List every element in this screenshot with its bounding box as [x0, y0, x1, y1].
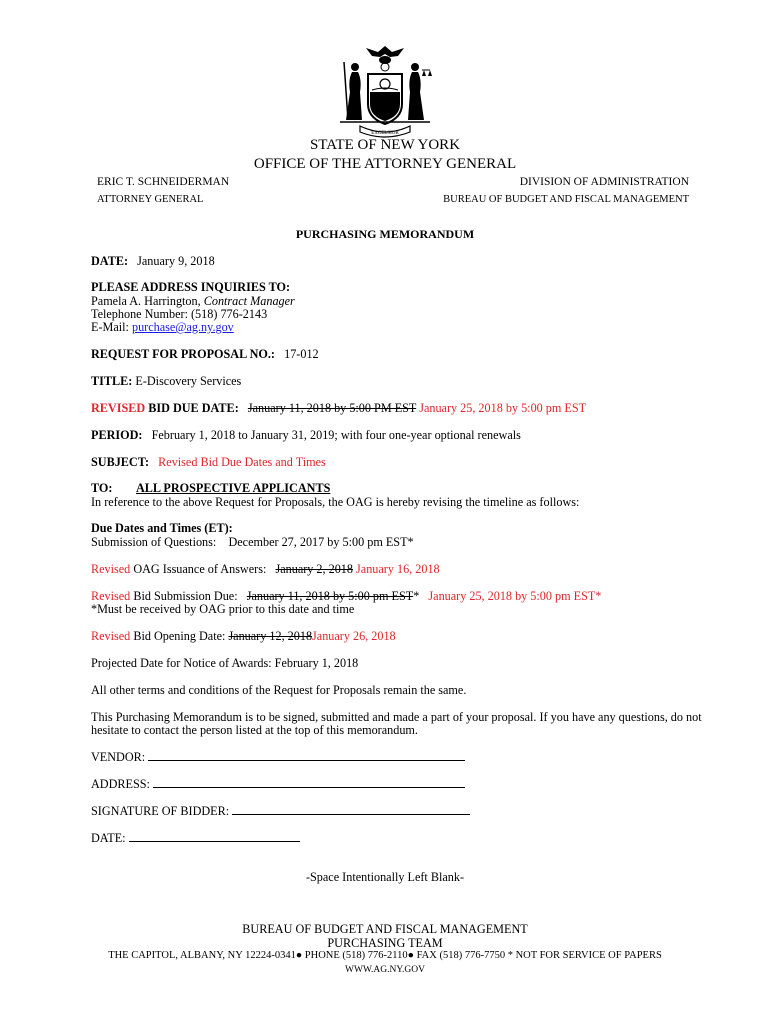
intro-text: In reference to the above Request for Proposals, the OAG is hereby revising the timeline as follows:	[91, 495, 580, 509]
bid-old-date: January 11, 2018 by 5:00 PM EST	[247, 401, 417, 415]
inquiries-label: PLEASE ADDRESS INQUIRIES TO:	[91, 280, 291, 294]
footer-bureau: BUREAU OF BUDGET AND FISCAL MANAGEMENT	[242, 922, 528, 936]
due-heading: Due Dates and Times (ET):	[91, 521, 233, 535]
to-label: TO:	[91, 481, 113, 495]
opening-label: Bid Opening Date:	[133, 629, 226, 643]
footer-website[interactable]: WWW.AG.NY.GOV	[345, 965, 425, 975]
date-label: DATE:	[91, 254, 129, 268]
other-terms: All other terms and conditions of the Request for Proposals remain the same.	[91, 683, 467, 697]
awards-date: Projected Date for Notice of Awards: February 1, 2018	[91, 656, 359, 670]
opening-old-date: January 12, 2018	[228, 629, 313, 643]
subject-label: SUBJECT:	[91, 455, 150, 469]
rfp-number	[91, 347, 319, 362]
title-label: TITLE:	[91, 374, 133, 388]
signature-field[interactable]	[91, 803, 470, 819]
memo-title: PURCHASING MEMORANDUM	[295, 227, 475, 241]
submission-note: *Must be received by OAG prior to this date and time	[91, 602, 355, 616]
submission-old-star: *	[413, 589, 420, 603]
answers-date	[91, 562, 440, 577]
state-seal	[330, 42, 440, 140]
bid-new-date: January 25, 2018 by 5:00 pm EST	[419, 401, 587, 415]
submission-new-date: January 25, 2018 by 5:00 pm EST*	[428, 589, 602, 603]
attorney-name: ERIC T. SCHNEIDERMAN	[97, 176, 230, 188]
contact-name: Pamela A. Harrington,	[91, 294, 201, 308]
date-value: January 9, 2018	[137, 254, 215, 268]
to-line	[91, 481, 330, 496]
memo-date	[91, 254, 215, 269]
opening-revised-tag: Revised	[91, 629, 131, 643]
footer-team: PURCHASING TEAM	[327, 936, 443, 950]
submission-label: Bid Submission Due:	[133, 589, 238, 603]
rfp-value: 17-012	[284, 347, 319, 361]
title-value: E-Discovery Services	[135, 374, 242, 388]
blank-note: -Space Intentionally Left Blank-	[305, 870, 465, 884]
address-field[interactable]	[91, 776, 465, 792]
contact-phone: Telephone Number: (518) 776-2143	[91, 307, 268, 321]
header-state: STATE OF NEW YORK	[309, 137, 461, 153]
opening-new-date: January 26, 2018	[312, 629, 396, 643]
subject-value: Revised Bid Due Dates and Times	[158, 455, 326, 469]
signature-label: SIGNATURE OF BIDDER:	[91, 804, 230, 818]
email-link[interactable]: purchase@ag.ny.gov	[131, 320, 234, 334]
questions-date: Submission of Questions: December 27, 2017 by 5:00 pm EST*	[91, 535, 414, 549]
sign-instruction-2: hesitate to contact the person listed at the top of this memorandum.	[91, 723, 418, 737]
period	[91, 428, 521, 443]
subject	[91, 455, 326, 470]
vendor-field[interactable]	[91, 749, 465, 765]
rfp-label: REQUEST FOR PROPOSAL NO.:	[91, 347, 275, 361]
contact-title: Contract Manager	[203, 294, 295, 308]
header-office: OFFICE OF THE ATTORNEY GENERAL	[253, 156, 517, 172]
period-value: February 1, 2018 to January 31, 2019; with four one-year optional renewals	[151, 428, 521, 442]
address-line[interactable]	[153, 776, 465, 788]
seal-motto: EXCELSIOR	[371, 131, 399, 136]
bid-revised-tag: REVISED	[91, 401, 146, 415]
division-name: DIVISION OF ADMINISTRATION	[519, 176, 689, 188]
contact-email	[91, 320, 234, 335]
signature-line[interactable]	[232, 803, 470, 815]
email-label: E-Mail:	[91, 320, 129, 334]
bureau-name: BUREAU OF BUDGET AND FISCAL MANAGEMENT	[443, 194, 689, 205]
footer-address: THE CAPITOL, ALBANY, NY 12224-0341● PHONE (518) 776-2110● FAX (518) 776-7750 * NOT FOR SERVICE OF PAPERS	[108, 950, 662, 961]
date-field[interactable]	[91, 830, 300, 846]
sign-instruction-1: This Purchasing Memorandum is to be signed, submitted and made a part of your proposal. If you have any questions, do not	[91, 710, 702, 724]
submission-revised-tag: Revised	[91, 589, 131, 603]
answers-old-date: January 2, 2018	[275, 562, 353, 576]
vendor-label: VENDOR:	[91, 750, 146, 764]
answers-revised-tag: Revised	[91, 562, 131, 576]
date2-line[interactable]	[129, 830, 300, 842]
date2-label: DATE:	[91, 831, 126, 845]
address-label: ADDRESS:	[91, 777, 150, 791]
bid-label: BID DUE DATE:	[148, 401, 239, 415]
submission-old-date: January 11, 2018 by 5:00 pm EST	[246, 589, 414, 603]
rfp-title	[91, 374, 241, 389]
answers-new-date: January 16, 2018	[356, 562, 440, 576]
opening-date	[91, 629, 396, 644]
period-label: PERIOD:	[91, 428, 143, 442]
to-value: ALL PROSPECTIVE APPLICANTS	[136, 481, 331, 495]
answers-label: OAG Issuance of Answers:	[133, 562, 267, 576]
vendor-line[interactable]	[148, 749, 465, 761]
bid-due-date	[91, 401, 586, 416]
attorney-title: ATTORNEY GENERAL	[97, 194, 204, 205]
